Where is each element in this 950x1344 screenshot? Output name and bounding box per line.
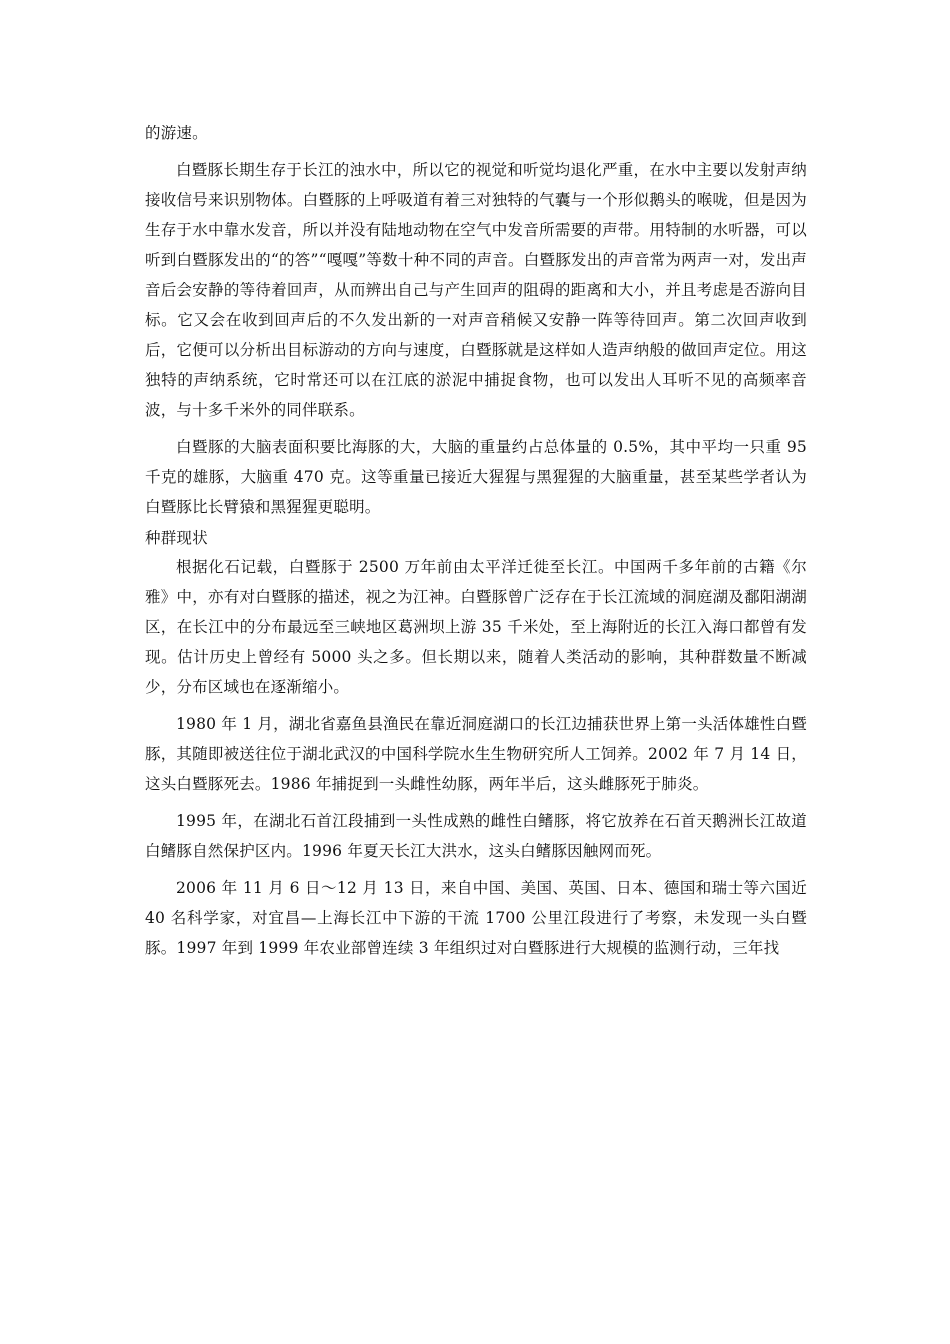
paragraph-continuation: 的游速。 [145,124,208,142]
document-body [145,118,807,970]
paragraph-sonar: 白暨豚长期生存于长江的浊水中，所以它的视觉和听觉均退化严重，在水中主要以发射声纳接收信号来识别物体。白暨豚的上呼吸道有着三对独特的气囊与一个形似鹅头的喉咙，但是因为生存于水中靠水发音，所以并没有陆地动物在空气中发音所需要的声带。用特制的水听器，可以听到白暨豚发出的“的答”“嘎嘎”等数十种不同的声音。白暨豚发出的声音常为两声一对，发出声音后会安静的等待着回声，从而辨出自己与产生回声的阻碍的距离和大小，并且考虑是否游向目标。它又会在收到回声后的不久发出新的一对声音稍候又安静一阵等待回声。第二次回声收到后，它便可以分析出目标游动的方向与速度，白暨豚就是这样如人造声纳般的做回声定位。用这独特的声纳系统，它时常还可以在江底的淤泥中捕捉食物，也可以发出人耳听不见的高频率音波，与十多千米外的同伴联系。 [145,161,807,419]
paragraph-history: 根据化石记载，白暨豚于 2500 万年前由太平洋迁徙至长江。中国两千多年前的古籍《尔雅》中，亦有对白暨豚的描述，视之为江神。白暨豚曾广泛存在于长江流域的洞庭湖及鄱阳湖湖区，在长江中的分布最远至三峡地区葛洲坝上游 35 千米处，至上海附近的长江入海口都曾有发现。估计历史上曾经有 5000 头之多。但长期以来，随着人类活动的影响，其种群数量不断减少，分布区域也在逐渐缩小。 [145,558,807,696]
paragraph-1980-capture: 1980 年 1 月，湖北省嘉鱼县渔民在靠近洞庭湖口的长江边捕获世界上第一头活体雄性白暨豚，其随即被送往位于湖北武汉的中国科学院水生生物研究所人工饲养。2002 年 7 月 14 日，这头白暨豚死去。1986 年捕捉到一头雌性幼豚，两年半后，这头雌豚死于肺炎。 [145,715,807,793]
section-heading: 种群现状 [145,529,208,547]
paragraph-brain: 白暨豚的大脑表面积要比海豚的大，大脑的重量约占总体量的 0.5%，其中平均一只重 95 千克的雄豚，大脑重 470 克。这等重量已接近大猩猩与黑猩猩的大脑重量，甚至某些学者认为白暨豚比长臂猿和黑猩猩更聪明。 [145,438,807,516]
paragraph-2006-survey: 2006 年 11 月 6 日～12 月 13 日，来自中国、美国、英国、日本、德国和瑞士等六国近 40 名科学家，对宜昌—上海长江中下游的干流 1700 公里江段进行了考察，未发现一头白暨豚。1997 年到 1999 年农业部曾连续 3 年组织过对白暨豚进行大规模的监测行动，三年找 [145,879,807,957]
paragraph-1995-capture: 1995 年，在湖北石首江段捕到一头性成熟的雌性白鳍豚，将它放养在石首天鹅洲长江故道白鳍豚自然保护区内。1996 年夏天长江大洪水，这头白鳍豚因触网而死。 [145,812,807,860]
